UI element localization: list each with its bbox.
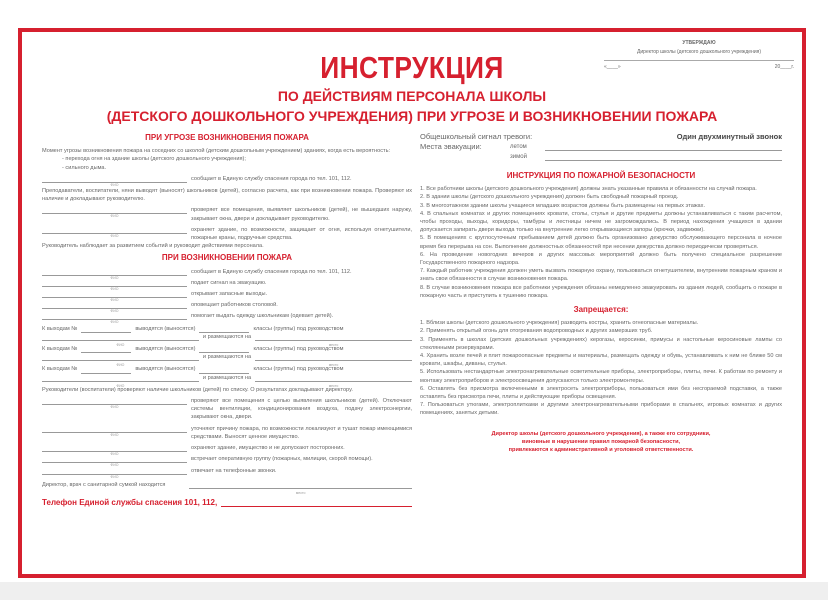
liability-line: Директор школы (детского дошкольного учреждения), а также его сотрудники,: [491, 430, 711, 437]
place-field[interactable]: место: [255, 334, 412, 341]
exit-prefix: К выходам №: [42, 325, 78, 332]
alarm-signal-value: Один двухминутный звонок: [676, 132, 782, 141]
nurse-row: [42, 481, 412, 495]
fill-row: [42, 467, 412, 479]
evac-label: Места эвакуации:: [420, 142, 482, 151]
fill-row: [42, 312, 412, 325]
alarm-signal-label: Общешкольный сигнал тревоги:: [420, 132, 533, 141]
threat-bullet: - сильного дыма.: [62, 164, 107, 171]
fill-row: [42, 226, 412, 242]
leader-field[interactable]: ФИО: [42, 354, 199, 361]
rescue-phone-row: [42, 499, 412, 507]
step-text: подает сигнал на эвакуацию.: [191, 279, 267, 286]
step-text: оповещает работников столовой.: [191, 302, 278, 309]
forbidden-item: 1. Вблизи школы (детского дошкольного учреждения) разводить костры, хранить огнеопасные материалы.: [420, 320, 699, 327]
step-text: охраняют здание, имущество и не допускают посторонних.: [191, 445, 345, 452]
nurse-text: Директор, врач с санитарной сумкой находится: [42, 481, 166, 488]
name-field[interactable]: ФИО: [42, 268, 187, 276]
date-year: 20____г.: [774, 64, 794, 70]
step-text: уточняют причину пожара, по возможности локализуют и тушат пожар имеющимися средствами. Выносят ценное имущество.: [191, 425, 412, 440]
subtitle-line-1: ПО ДЕЙСТВИЯМ ПЕРСОНАЛА ШКОЛЫ: [277, 88, 547, 104]
name-field[interactable]: ФИО: [42, 455, 187, 463]
name-field[interactable]: ФИО: [42, 279, 187, 287]
safety-item: 1. Все работники школы (детского дошкольного учреждения) должны знать указанные правила и обязанности на случай пожара.: [420, 186, 757, 193]
safety-item: 2. В здании школы (детского дошкольного учреждения) должен быть свободный пожарный проезд.: [420, 194, 679, 201]
right-column: [420, 132, 782, 454]
step-text: встречает оперативную группу (пожарных, милиции, скорой помощи).: [191, 456, 373, 463]
exit-suffix: классы (группы) под руководством: [253, 346, 344, 353]
fill-row: [42, 206, 412, 222]
safety-item: 8. В случае возникновения пожара все работники учреждения обязаны немедленно эвакуировать из здания людей, сообщить о пожаре в пожарную часть и приступить к тушению пожара.: [420, 284, 782, 299]
name-field[interactable]: ФИО: [42, 312, 187, 320]
left-column: [42, 132, 412, 507]
fill-row: [42, 279, 412, 291]
liability-line: виновные в нарушении правил пожарной безопасности,: [521, 438, 681, 445]
exit-prefix: К выходам №: [42, 346, 78, 353]
fill-row: [42, 397, 412, 422]
fill-row: [42, 268, 412, 280]
summer-label: летом: [510, 144, 527, 150]
report-text: Руководители (воспитатели) проверяют наличие школьников (детей) по списку. О результатах докладывают директору.: [42, 386, 353, 393]
safety-item: 7. Каждый работник учреждения должен уметь вызвать пожарную охрану, пользоваться огнетушителем, внутренним пожарным краном и знать свои обязанности в случае возникновения пожара.: [420, 268, 782, 283]
safety-item: 5. В помещениях с круглосуточным пребыванием детей должно быть организовано дежурство обслуживающего персонала в ночное время без перерыва на сон. Выполнение должностных обязанностей при несении дежурства должно периодически проверяться.: [420, 235, 782, 250]
exit-row-place: [42, 333, 412, 348]
name-field[interactable]: ФИО: [42, 397, 187, 405]
leader-field[interactable]: ФИО: [42, 375, 199, 382]
step-text: отвечает на телефонные звонки.: [191, 467, 277, 474]
fill-row: [42, 301, 412, 314]
subtitle-line-2: (ДЕТСКОГО ДОШКОЛЬНОГО УЧРЕЖДЕНИЯ) ПРИ УГРОЗЕ И ВОЗНИКНОВЕНИИ ПОЖАРА: [106, 108, 718, 124]
approval-label: УТВЕРЖДАЮ: [682, 40, 716, 46]
exit-row-place: [42, 353, 412, 368]
leader-field[interactable]: ФИО: [42, 334, 199, 341]
teachers-text: Преподаватели, воспитатели, няни выводят (выносят) школьников (детей), согласно расчета, как при возникновении пожара. Проверяют их наличие и докладывают руководителю.: [42, 188, 412, 203]
alarm-signal-row: [420, 132, 782, 142]
safety-item: 4. В спальных комнатах и других помещениях кровати, столы, стулья и другие предметы должны устанавливаться с таким расчетом, чтобы проходы, выходы, коридоры, тамбуры и лестницы ничем не загромождались. В период нахождения учащихся в здании допускается запирать двери выхода только на внутренние легко открывающиеся запоры (крючки, задвижки).: [420, 210, 782, 234]
rescue-phone-label: Телефон Единой службы спасения 101, 112,: [42, 497, 218, 507]
exit-prefix: К выходам №: [42, 366, 78, 373]
exit-mid: выводятся (выносятся): [135, 325, 196, 332]
exit-place: и размещаются на: [202, 333, 252, 340]
step-text: проверяют все помещения с целью выявления школьников (детей). Отключают системы вентиляции, кондиционирования воздуха, подачу электроэнергии, закрывают окна, двери.: [191, 398, 412, 421]
liability-note: [420, 430, 782, 454]
forbidden-item: 5. Использовать нестандартные электронагревательные осветительные приборы, электроприборы, плиты, печи. К работам по ремонту и монтажу электроприборов и электроосвещения допускаются только электромонтеры.: [420, 369, 782, 384]
forbidden-heading: Запрещается:: [573, 305, 629, 315]
exit-mid: выводятся (выносятся): [135, 366, 196, 373]
threat-heading: ПРИ УГРОЗЕ ВОЗНИКНОВЕНИЯ ПОЖАРА: [145, 133, 309, 142]
step-text: сообщает в Единую службу спасения города по тел. 101, 112.: [191, 268, 352, 275]
step-text: охраняет здание, по возможности, защищает от огня, используя огнетушители, пожарные краны, подручные средства.: [191, 226, 412, 242]
name-field[interactable]: ФИО: [42, 290, 187, 298]
summer-place-field[interactable]: [545, 142, 782, 151]
evac-summer-row: [420, 142, 782, 152]
fill-row: [42, 455, 412, 468]
place-field[interactable]: место: [255, 375, 412, 382]
page-title: ИНСТРУКЦИЯ: [320, 50, 504, 85]
approval-position: Директор школы (детского дошкольного учреждения): [637, 49, 761, 55]
winter-place-field[interactable]: [545, 152, 782, 161]
place-field[interactable]: место: [255, 354, 412, 361]
step-text: проверяет все помещения, выявляет школьников (детей), не вышедших наружу, закрывает окна, двери и докладывает руководителю.: [191, 207, 412, 222]
name-field[interactable]: ФИО: [42, 444, 187, 452]
step-text: помогает выдать одежду школьникам (одевает детей).: [191, 313, 334, 320]
name-field[interactable]: ФИО: [42, 425, 187, 433]
safety-heading: ИНСТРУКЦИЯ ПО ПОЖАРНОЙ БЕЗОПАСНОСТИ: [506, 171, 696, 180]
exit-suffix: классы (группы) под руководством: [253, 325, 344, 332]
fill-row: [42, 290, 412, 303]
fill-row: [42, 444, 412, 457]
name-field[interactable]: ФИО: [42, 301, 187, 309]
forbidden-item: 3. Применять в школах (детских дошкольных учреждениях) керогазы, керосинки, примусы и настольные керосиновые лампы со стеклянными резервуарами.: [420, 336, 782, 351]
date-day: «____»: [604, 64, 621, 70]
exit-mid: выводятся (выносятся): [135, 346, 196, 353]
forbidden-item: 6. Оставлять без присмотра включенными в электросеть электроприборы, пользоваться ими без несгораемой подставки, а также оставлять без присмотра печи, плиты и действующие приборы освещения.: [420, 385, 782, 401]
fill-row: [42, 175, 412, 187]
exit-suffix: классы (группы) под руководством: [253, 366, 344, 373]
step-text: открывает запасные выходы.: [191, 291, 268, 298]
threat-bullet: - перехода огня на здание школы (детского дошкольного учреждения);: [62, 156, 246, 163]
name-field[interactable]: ФИО: [42, 226, 187, 234]
class-field[interactable]: [199, 367, 249, 374]
forbidden-item: 7. Пользоваться утюгами, электроплитками и другими электронагревательными приборами в спальнях, игровых комнатах и других помещениях, занятых детьми.: [420, 402, 782, 417]
evac-winter-row: [420, 152, 782, 162]
name-field[interactable]: ФИО: [42, 175, 187, 183]
nurse-place-field[interactable]: место: [189, 482, 412, 489]
exit-place: и размещаются на: [202, 374, 252, 381]
exit-row-place: [42, 374, 412, 388]
fire-instruction-poster: [18, 28, 806, 578]
class-field[interactable]: [199, 346, 249, 353]
exit-row: [42, 325, 412, 333]
forbidden-item: 2. Применять открытый огонь для отогревания водопроводных и других замерзших труб.: [420, 328, 653, 335]
class-field[interactable]: [199, 326, 249, 333]
exit-number-field[interactable]: [81, 326, 131, 333]
step-text: сообщает в Единую службу спасения города по тел. 101, 112.: [191, 175, 352, 182]
manager-text: Руководитель наблюдает за развитием событий и руководит действиями персонала.: [42, 243, 264, 250]
winter-label: зимой: [510, 154, 527, 160]
safety-item: 6. На проведение новогодних вечеров и других массовых мероприятий должно быть получено специальное разрешение Государственного пожарного надзора.: [420, 251, 782, 267]
phone-field[interactable]: [221, 500, 412, 507]
safety-item: 3. В многоэтажном здании школы учащиеся младших возрастов должны быть размещены на первых этажах.: [420, 202, 706, 209]
name-field[interactable]: ФИО: [42, 206, 187, 214]
forbidden-item: 4. Хранить возле печей и плит пожароопасные предметы и материалы, размещать одежду и обувь, устанавливать к ним не ближе 50 см кровати, шкафы, диваны, стулья.: [420, 353, 782, 368]
name-field[interactable]: ФИО: [42, 467, 187, 475]
fire-heading: ПРИ ВОЗНИКНОВЕНИИ ПОЖАРА: [161, 253, 293, 263]
fill-row: [42, 425, 412, 441]
liability-line: привлекаются к административной и уголовной ответственности.: [508, 446, 694, 453]
page-bottom-band: [0, 582, 828, 600]
exit-place: и размещаются на: [202, 354, 252, 361]
threat-intro: Момент угрозы возникновения пожара на соседних со школой (детским дошкольным учреждением) зданиях, когда есть вероятность:: [42, 148, 391, 155]
